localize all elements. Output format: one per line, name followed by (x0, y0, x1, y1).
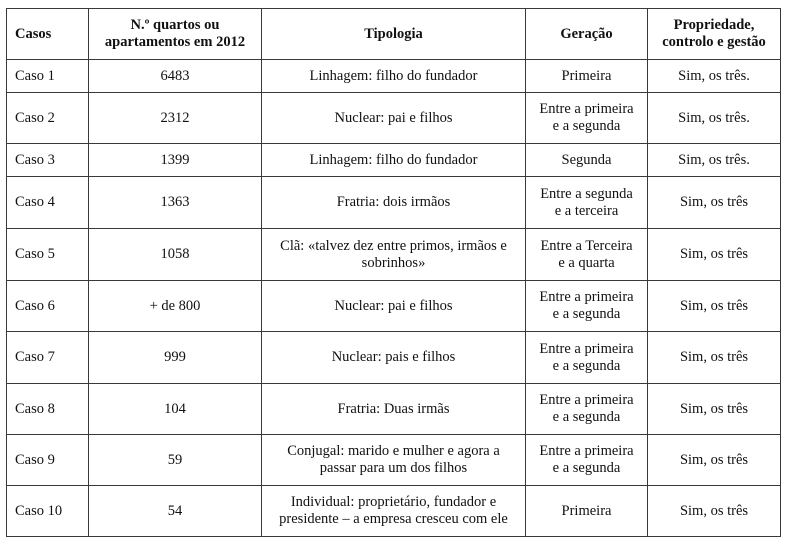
cell-geracao (526, 177, 648, 229)
cell-propriedade: Sim, os três (648, 177, 781, 229)
cell-quartos: 104 (89, 384, 262, 435)
cell-quartos: 1363 (89, 177, 262, 229)
tipologia-line: passar para um dos filhos (319, 460, 468, 476)
header-geracao: Geração (526, 9, 648, 60)
cell-propriedade: Sim, os três (648, 486, 781, 537)
cell-tipologia: Nuclear: pai e filhos (262, 93, 526, 144)
cell-propriedade: Sim, os três. (648, 144, 781, 177)
tipologia-line: presidente – a empresa cresceu com ele (279, 511, 508, 527)
cell-geracao (526, 93, 648, 144)
geracao-line: e a terceira (554, 202, 619, 219)
cell-tipologia (262, 229, 526, 281)
cases-table (6, 8, 781, 537)
header-quartos-line2: apartamentos em 2012 (104, 34, 246, 50)
cell-quartos: 59 (89, 435, 262, 486)
geracao-line: Entre a primeira (539, 289, 634, 305)
cell-caso: Caso 7 (7, 332, 89, 384)
cell-tipologia: Nuclear: pai e filhos (262, 281, 526, 332)
cell-geracao: Primeira (526, 60, 648, 93)
cell-caso: Caso 9 (7, 435, 89, 486)
cell-quartos: 1399 (89, 144, 262, 177)
cell-caso: Caso 6 (7, 281, 89, 332)
geracao-line: Entre a primeira (539, 340, 634, 357)
geracao-line: Entre a Terceira (540, 237, 633, 254)
cell-tipologia: Fratria: dois irmãos (262, 177, 526, 229)
geracao-line: Entre a segunda (540, 185, 633, 202)
cell-geracao (526, 229, 648, 281)
cell-geracao (526, 281, 648, 332)
header-propriedade-line2: controlo e gestão (662, 34, 766, 50)
cell-quartos: 6483 (89, 60, 262, 93)
cell-propriedade: Sim, os três (648, 435, 781, 486)
cell-propriedade: Sim, os três (648, 384, 781, 435)
cell-geracao: Primeira (526, 486, 648, 537)
cell-propriedade: Sim, os três (648, 332, 781, 384)
cell-quartos: 999 (89, 332, 262, 384)
tipologia-line: Conjugal: marido e mulher e agora a (287, 443, 500, 459)
geracao-line: e a segunda (552, 306, 621, 322)
cell-propriedade: Sim, os três. (648, 93, 781, 144)
table-row (7, 281, 781, 332)
geracao-line: e a segunda (552, 357, 621, 374)
geracao-line: e a segunda (552, 460, 621, 476)
cell-caso: Caso 3 (7, 144, 89, 177)
table-row (7, 177, 781, 229)
geracao-line: Entre a primeira (539, 101, 634, 117)
cell-tipologia: Linhagem: filho do fundador (262, 144, 526, 177)
cell-propriedade: Sim, os três. (648, 60, 781, 93)
tipologia-line: sobrinhos» (361, 254, 426, 271)
cell-caso: Caso 4 (7, 177, 89, 229)
tipologia-line: Clã: «talvez dez entre primos, irmãos e (280, 237, 507, 254)
cell-propriedade: Sim, os três (648, 281, 781, 332)
cell-caso: Caso 10 (7, 486, 89, 537)
header-propriedade-line1: Propriedade, (673, 17, 755, 33)
table-row (7, 384, 781, 435)
cell-geracao (526, 332, 648, 384)
cell-quartos: 1058 (89, 229, 262, 281)
geracao-line: Entre a primeira (539, 392, 634, 408)
cell-propriedade: Sim, os três (648, 229, 781, 281)
table-row (7, 435, 781, 486)
cell-tipologia: Fratria: Duas irmãs (262, 384, 526, 435)
table-row (7, 144, 781, 177)
geracao-line: e a quarta (558, 254, 615, 271)
cell-quartos: + de 800 (89, 281, 262, 332)
table-row (7, 93, 781, 144)
table-row (7, 60, 781, 93)
header-tipologia: Tipologia (262, 9, 526, 60)
cell-quartos: 54 (89, 486, 262, 537)
cell-geracao (526, 435, 648, 486)
table-row (7, 229, 781, 281)
cell-caso: Caso 8 (7, 384, 89, 435)
header-quartos (89, 9, 262, 60)
geracao-line: e a segunda (552, 118, 621, 134)
cell-geracao (526, 384, 648, 435)
geracao-line: e a segunda (552, 409, 621, 425)
tipologia-line: Individual: proprietário, fundador e (290, 494, 497, 510)
cell-tipologia: Linhagem: filho do fundador (262, 60, 526, 93)
geracao-line: Entre a primeira (539, 443, 634, 459)
table-row (7, 486, 781, 537)
cell-tipologia (262, 435, 526, 486)
cell-tipologia (262, 486, 526, 537)
header-casos: Casos (7, 9, 89, 60)
cell-quartos: 2312 (89, 93, 262, 144)
header-propriedade (648, 9, 781, 60)
cell-caso: Caso 2 (7, 93, 89, 144)
cell-tipologia: Nuclear: pais e filhos (262, 332, 526, 384)
table-header-row (7, 9, 781, 60)
header-quartos-line1: N.º quartos ou (130, 17, 220, 33)
table-row (7, 332, 781, 384)
cell-caso: Caso 1 (7, 60, 89, 93)
cell-geracao: Segunda (526, 144, 648, 177)
cell-caso: Caso 5 (7, 229, 89, 281)
